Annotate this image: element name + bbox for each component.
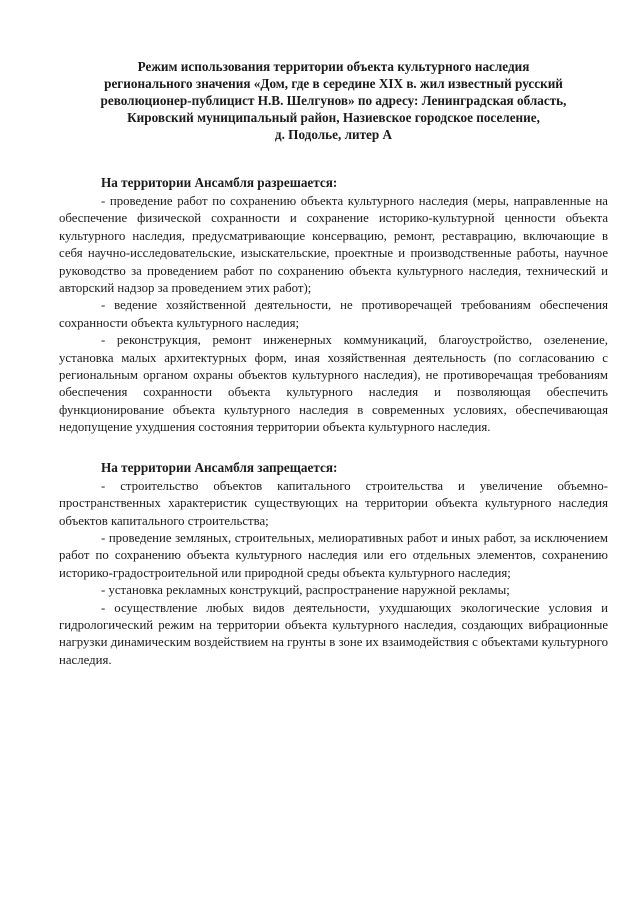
title-line: Режим использования территории объекта культурного наследия	[137, 59, 530, 74]
document-page	[59, 58, 608, 669]
forbidden-item: - проведение земляных, строительных, мелиоративных работ и иных работ, за исключением работ по сохранению объекта культурного наследия или его отдельных элементов, сохранению историко-градостроительной или природной среды объекта культурного наследия;	[59, 530, 608, 580]
allowed-heading: На территории Ансамбля разрешается:	[101, 175, 338, 190]
forbidden-item: - установка рекламных конструкций, распространение наружной рекламы;	[101, 583, 510, 598]
forbidden-item: - строительство объектов капитального строительства и увеличение объемно-пространственных характеристик существующих на территории объекта культурного наследия объектов капитального строительства;	[59, 478, 608, 528]
allowed-item: - ведение хозяйственной деятельности, не противоречащей требованиям обеспечения сохранности объекта культурного наследия;	[59, 298, 608, 330]
title-line: регионального значения «Дом, где в середине XIX в. жил известный русский	[104, 76, 563, 91]
forbidden-section	[59, 459, 608, 669]
forbidden-heading: На территории Ансамбля запрещается:	[101, 459, 338, 475]
allowed-item: - проведение работ по сохранению объекта культурного наследия (меры, направленные на обеспечение физической сохранности и сохранение историко-культурной ценности объекта культурного наследия, предусматривающие консервацию, ремонт, реставрацию, включающие в себя научно-исследовательские, изыскательские, проектные и производственные работы, научное руководство за проведением работ по сохранению объекта культурного наследия, технический и авторский надзор за проведением этих работ);	[59, 194, 608, 296]
title-line: д. Подолье, литер А	[274, 127, 393, 142]
title-line: революционер-публицист Н.В. Шелгунов» по адресу: Ленинградская область,	[100, 93, 567, 108]
document-title	[59, 58, 608, 143]
forbidden-item: - осуществление любых видов деятельности, ухудшающих экологические условия и гидрологический режим на территории объекта культурного наследия, создающих вибрационные нагрузки динамическим воздействием на грунты в зоне их взаимодействия с объектами культурного наследия.	[59, 600, 608, 667]
allowed-item: - реконструкция, ремонт инженерных коммуникаций, благоустройство, озеленение, установка малых архитектурных форм, иная хозяйственная деятельность (по согласованию с региональным органом охраны объектов культурного наследия), не противоречащая требованиям обеспечения сохранности объекта культурного наследия и позволяющая обеспечить функционирование объекта культурного наследия в современных условиях, обеспечивающая недопущение ухудшения состояния территории объекта культурного наследия.	[59, 333, 608, 435]
allowed-section	[59, 174, 608, 437]
title-line: Кировский муниципальный район, Назиевское городское поселение,	[127, 110, 540, 125]
